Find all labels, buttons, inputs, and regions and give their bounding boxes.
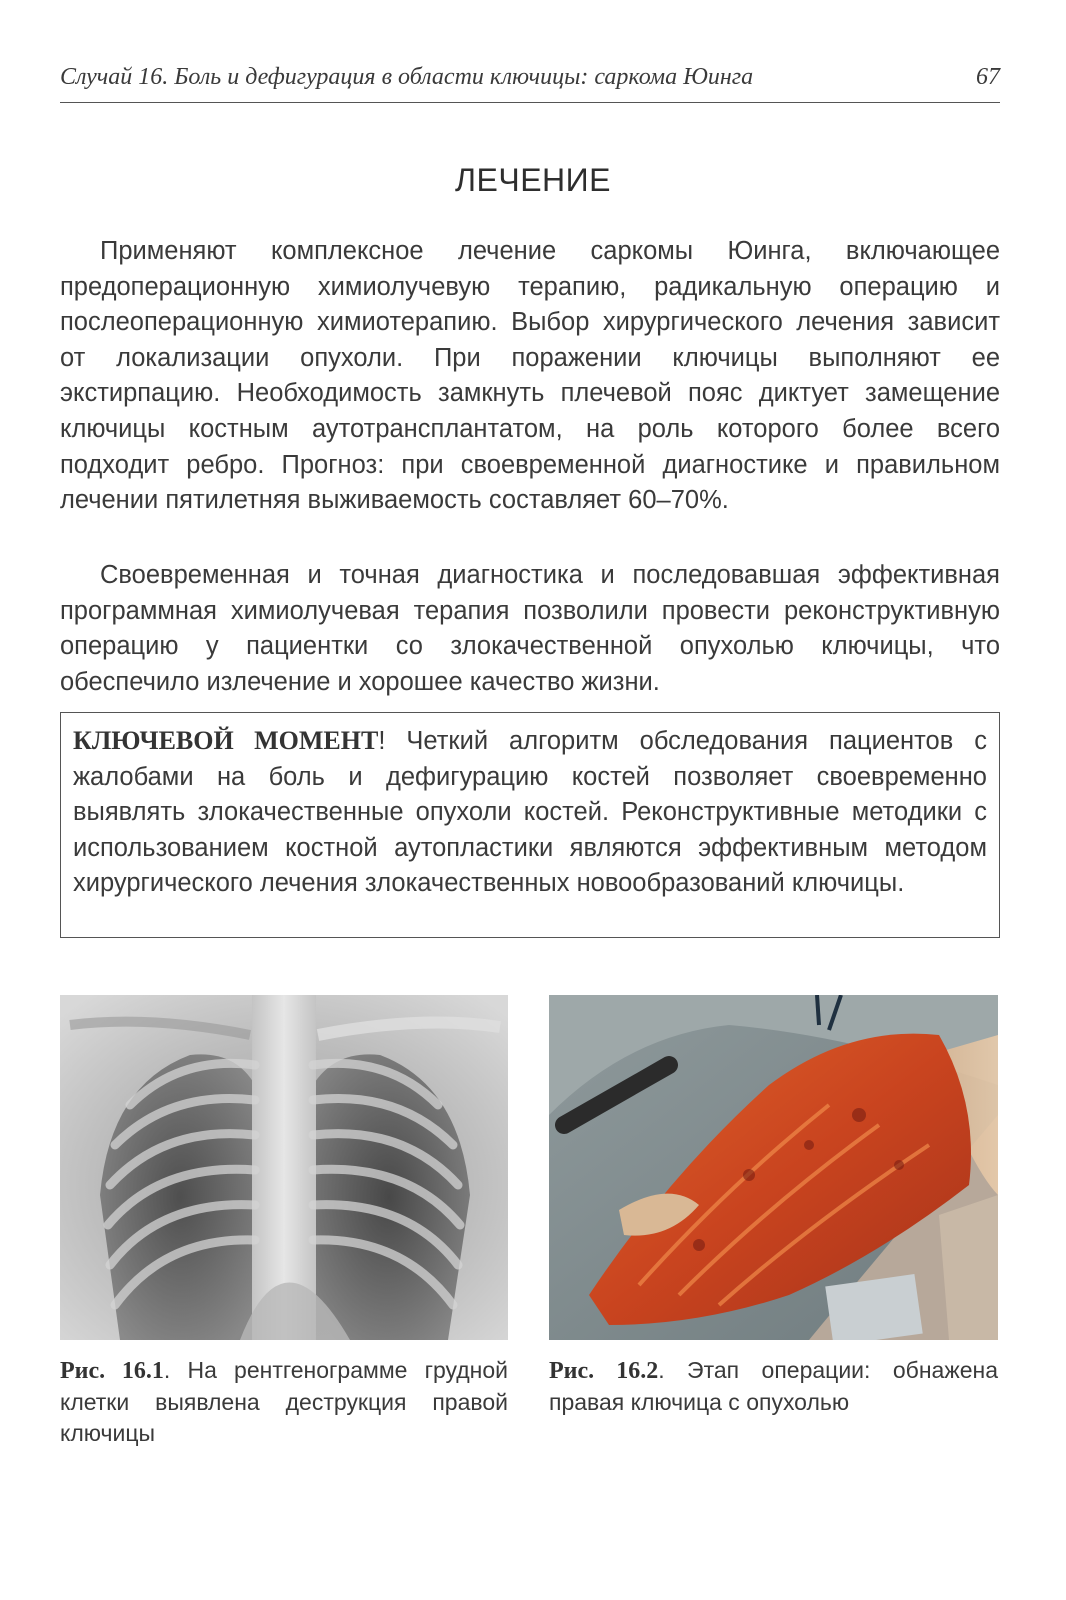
- key-point-text: ! Четкий алгоритм обследования пациентов с жалобами на боль и дефигурацию костей позволяет своевременно выявлять злокачественные опухоли костей. Реконструктивные методики с использованием костной аутопластики являются эффективным методом хирургического лечения злокачественных новообразований ключицы.: [73, 727, 987, 898]
- figure-16-1: [60, 995, 508, 1449]
- page-number: 67: [976, 64, 1000, 90]
- paragraph-treatment: Применяют комплексное лечение саркомы Юинга, включающее предоперационную химиолучевую терапию, радикальную операцию и послеоперационную химиотерапию. Выбор хирургического лечения зависит от локализации опухоли. При поражении ключицы выполняют ее экстирпацию. Необходимость замкнуть плечевой пояс диктует замещение ключицы костным аутотрансплантатом, на роль которого более всего подходит ребро. Прогноз: при своевременной диагностике и правильном лечении пятилетняя выживаемость составляет 60–70%.: [60, 237, 1000, 515]
- figure-16-2-caption: [549, 1355, 998, 1418]
- figure-16-1-label: Рис. 16.1: [60, 1358, 164, 1384]
- surgery-photo-image: [549, 995, 998, 1340]
- key-point-label: КЛЮЧЕВОЙ МОМЕНТ: [73, 726, 379, 755]
- paragraph-outcome: Своевременная и точная диагностика и последовавшая эффективная программная химиолучевая терапия позволили провести реконструктивную операцию у пациентки со злокачественной опухолью ключицы, что обеспечило излечение и хорошее качество жизни.: [60, 561, 1000, 696]
- key-point-box: [60, 712, 1000, 938]
- figure-16-2: [549, 995, 998, 1418]
- section-title: ЛЕЧЕНИЕ: [455, 162, 611, 198]
- figure-16-2-label: Рис. 16.2: [549, 1358, 659, 1384]
- running-header: [60, 62, 1000, 103]
- case-title: Случай 16. Боль и дефигурация в области ключицы: саркома Юинга: [60, 64, 754, 90]
- chest-xray-image: [60, 995, 508, 1340]
- figure-16-1-caption: [60, 1355, 508, 1449]
- figure-16-2-text: . Этап операции: обнажена правая ключица с опухолью: [549, 1357, 999, 1415]
- figure-16-1-text: . На рентгенограмме грудной клетки выявлена деструкция правой ключицы: [60, 1357, 508, 1446]
